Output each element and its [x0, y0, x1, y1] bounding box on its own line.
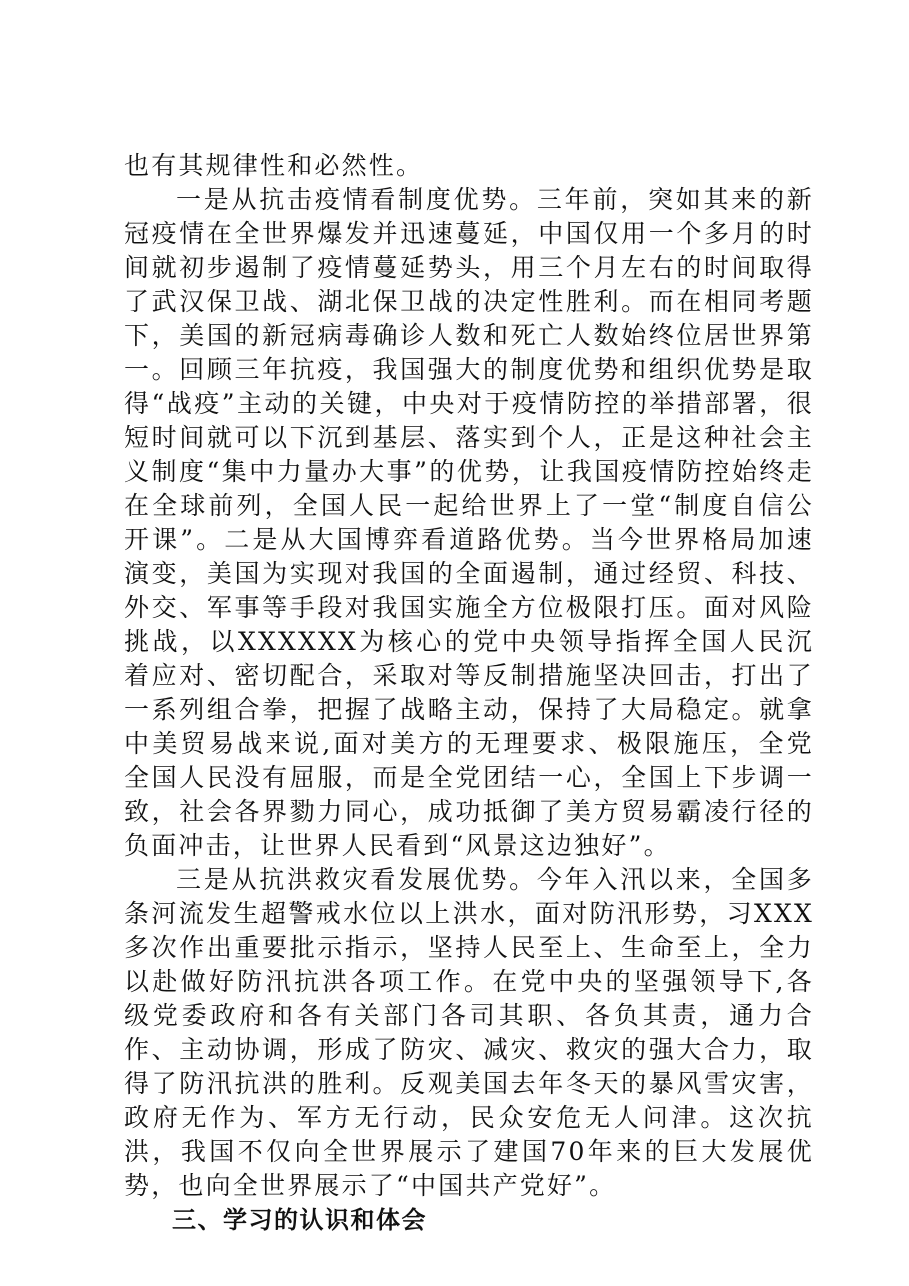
document-body	[124, 149, 814, 1237]
paragraph-institutional-advantage: 一是从抗击疫情看制度优势。三年前，突如其来的新冠疫情在全世界爆发并迅速蔓延，中国仅用一个多月的时间就初步遏制了疫情蔓延势头，用三个月左右的时间取得了武汉保卫战、湖北保卫战的决定性胜利。而在相同考题下，美国的新冠病毒确诊人数和死亡人数始终位居世界第一。回顾三年抗疫，我国强大的制度优势和组织优势是取得“战疫”主动的关键，中央对于疫情防控的举措部署，很短时间就可以下沉到基层、落实到个人，正是这种社会主义制度“集中力量办大事”的优势，让我国疫情防控始终走在全球前列，全国人民一起给世界上了一堂“制度自信公开课”。二是从大国博弈看道路优势。当今世界格局加速演变，美国为实现对我国的全面遏制，通过经贸、科技、外交、军事等手段对我国实施全方位极限打压。面对风险挑战，以XXXXXX为核心的党中央领导指挥全国人民沉着应对、密切配合，采取对等反制措施坚决回击，打出了一系列组合拳，把握了战略主动，保持了大局稳定。就拿中美贸易战来说,面对美方的无理要求、极限施压，全党全国人民没有屈服，而是全党团结一心，全国上下步调一致，社会各界勠力同心，成功抵御了美方贸易霸凌行径的负面冲击，让世界人民看到“风景这边独好”。	[124, 185, 814, 860]
section-heading: 三、学习的认识和体会	[172, 1206, 427, 1234]
paragraph-continuation: 也有其规律性和必然性。	[124, 151, 424, 180]
paragraph-development-advantage: 三是从抗洪救灾看发展优势。今年入汛以来，全国多条河流发生超警戒水位以上洪水，面对防汛形势，习XXX多次作出重要批示指示，坚持人民至上、生命至上，全力以赴做好防汛抗洪各项工作。在党中央的坚强领导下,各级党委政府和各有关部门各司其职、各负其责，通力合作、主动协调，形成了防灾、减灾、救灾的强大合力，取得了防汛抗洪的胜利。反观美国去年冬天的暴风雪灾害，政府无作为、军方无行动，民众安危无人问津。这次抗洪，我国不仅向全世界展示了建国70年来的巨大发展优势，也向全世界展示了“中国共产党好”。	[124, 865, 814, 1200]
